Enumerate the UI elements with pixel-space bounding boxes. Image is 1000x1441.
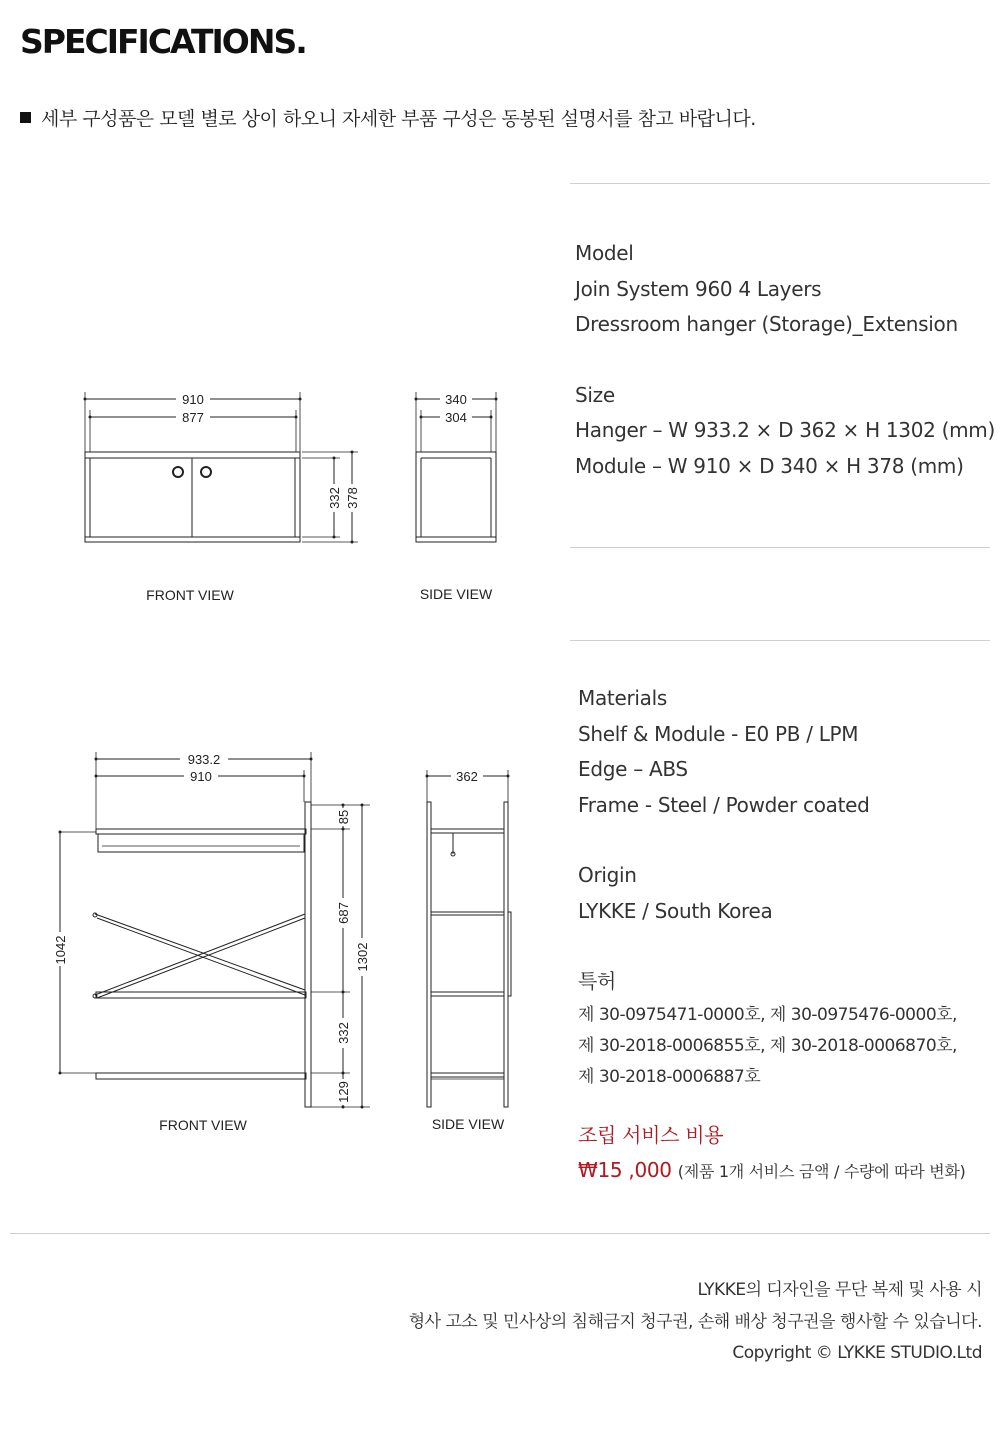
dim-85: 85: [336, 809, 351, 825]
service-heading: 조립 서비스 비용: [578, 1122, 724, 1147]
service-price: ₩15 ,000: [578, 1158, 672, 1182]
side-body: [416, 452, 496, 542]
hanger-drawing: [40, 740, 540, 1140]
notice-text: [20, 104, 756, 131]
dim-910: 910: [190, 769, 212, 784]
notice-label: 세부 구성품은 모델 별로 상이 하오니 자세한 부품 구성은 동봉된 설명서를 참고 바랍니다.: [41, 108, 756, 130]
service-price-row: [578, 1153, 965, 1190]
front-view-label: FRONT VIEW: [146, 587, 234, 603]
door-knob-icon: [201, 467, 211, 477]
dim-332: 332: [336, 1022, 351, 1044]
dim-877: 877: [182, 410, 204, 425]
side-post: [427, 802, 431, 1107]
copyright: Copyright © LYKKE STUDIO.Ltd: [732, 1343, 982, 1363]
materials-line: Shelf & Module - E0 PB / LPM: [578, 721, 859, 746]
frame-post: [305, 802, 311, 1107]
dim-933-2: 933.2: [187, 752, 221, 767]
dim-362: 362: [456, 769, 478, 784]
service-note: (제품 1개 서비스 금액 / 수량에 따라 변화): [677, 1162, 966, 1181]
footer-line: 형사 고소 및 민사상의 침해금지 청구권, 손해 배상 청구권을 행사할 수 있습니다.: [408, 1311, 982, 1332]
model-line: Dressroom hanger (Storage)_Extension: [575, 312, 958, 336]
page-title: SPECIFICATIONS.: [20, 22, 306, 61]
divider: [10, 1233, 990, 1234]
hanger-bar: [98, 834, 304, 852]
patent-line: 제 30-2018-0006887호: [578, 1066, 761, 1087]
dim-340: 340: [445, 392, 467, 407]
door-knob-icon: [173, 467, 183, 477]
patent-line: 제 30-2018-0006855호, 제 30-2018-0006870호,: [578, 1035, 957, 1056]
size-heading: Size: [575, 382, 615, 407]
dim-687: 687: [336, 902, 351, 924]
divider: [570, 640, 990, 641]
patent-list: [578, 1000, 965, 1093]
patent-line: 제 30-0975471-0000호, 제 30-0975476-0000호,: [578, 1004, 957, 1025]
bottom-shelf: [96, 1073, 306, 1079]
divider: [570, 547, 990, 548]
footer-notice: [409, 1275, 982, 1370]
dim-910: 910: [182, 392, 204, 407]
dim-378: 378: [345, 487, 360, 509]
dim-332: 332: [327, 487, 342, 509]
side-post: [504, 802, 508, 1107]
side-view-label: SIDE VIEW: [419, 586, 493, 602]
dim-129: 129: [336, 1081, 351, 1103]
materials-line: Edge – ABS: [578, 757, 688, 781]
size-line: Hanger – W 933.2 × D 362 × H 1302 (mm): [575, 418, 995, 442]
dim-1042: 1042: [53, 935, 68, 965]
origin-line: LYKKE / South Korea: [578, 898, 773, 923]
side-view-label: SIDE VIEW: [431, 1116, 505, 1132]
top-shelf: [96, 829, 306, 834]
model-line: Join System 960 4 Layers: [575, 276, 822, 301]
footer-line: LYKKE의 디자인을 무단 복제 및 사용 시: [697, 1280, 982, 1300]
model-heading: Model: [575, 241, 634, 265]
square-bullet-icon: [20, 112, 31, 123]
cabinet-top: [85, 452, 300, 458]
module-drawing: [40, 380, 540, 620]
materials-line: Frame - Steel / Powder coated: [578, 792, 870, 817]
dim-304: 304: [445, 410, 467, 425]
spec-materials-block: [578, 681, 965, 1190]
origin-heading: Origin: [578, 863, 637, 887]
patent-heading: 특허: [578, 969, 617, 993]
size-line: Module – W 910 × D 340 × H 378 (mm): [575, 453, 964, 478]
dim-1302: 1302: [355, 942, 370, 972]
middle-shelf: [96, 992, 306, 998]
cross-brace: [95, 914, 305, 990]
spec-model-block: [575, 236, 995, 484]
divider: [570, 183, 990, 184]
materials-heading: Materials: [578, 686, 667, 710]
front-view-label: FRONT VIEW: [159, 1117, 247, 1133]
